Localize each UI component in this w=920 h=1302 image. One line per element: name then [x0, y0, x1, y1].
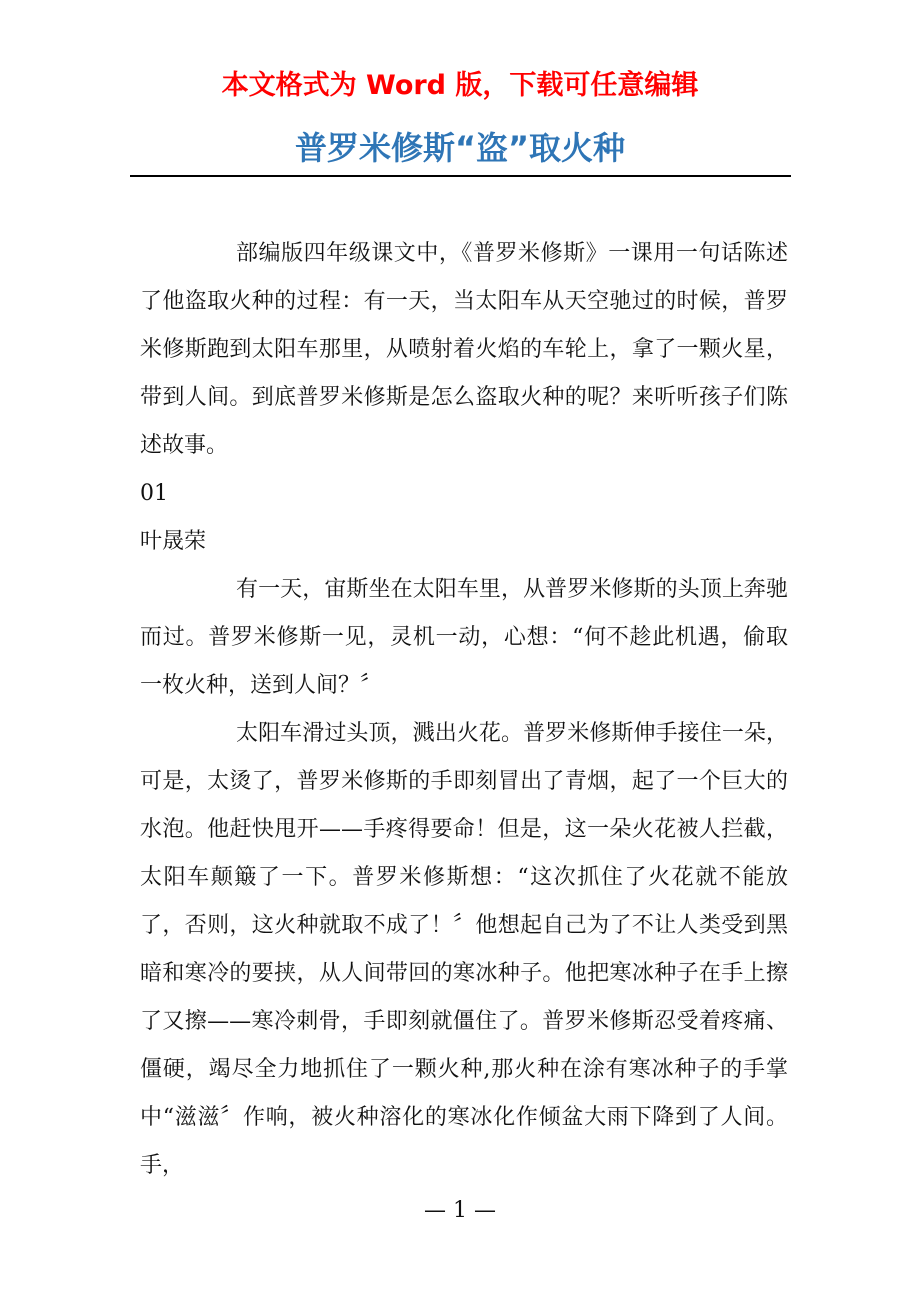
format-notice-banner: 本文格式为 Word 版，下载可任意编辑 — [221, 70, 699, 101]
intro-paragraph: 部编版四年级课文中，《普罗米修斯》一课用一句话陈述了他盗取火种的过程：有一天，当太阳车从天空驰过的时候，普罗米修斯跑到太阳车那里，从喷射着火焰的车轮上，拿了一颗火星，带到人间。到底普罗米修斯是怎么盗取火种的呢？来听听孩子们陈述故事。 — [140, 241, 788, 458]
author-name: 叶晟荣 — [140, 529, 207, 554]
page-number: — 1 — — [424, 1198, 496, 1223]
section-number: 01 — [140, 481, 168, 506]
story-paragraph-1: 有一天，宙斯坐在太阳车里，从普罗米修斯的头顶上奔驰而过。普罗米修斯一见，灵机一动，心想：“何不趁此机遇，偷取一枚火种，送到人间？〞 — [140, 577, 788, 698]
document-title: 普罗米修斯“盗”取火种 — [294, 129, 626, 167]
title-divider — [130, 175, 791, 177]
document-body — [140, 230, 788, 1190]
story-paragraph-2: 太阳车滑过头顶，溅出火花。普罗米修斯伸手接住一朵，可是，太烫了，普罗米修斯的手即刻冒出了青烟，起了一个巨大的水泡。他赶快甩开——手疼得要命！但是，这一朵火花被人拦截，太阳车颠簸了一下。普罗米修斯想：“这次抓住了火花就不能放了，否则，这火种就取不成了！〞他想起自己为了不让人类受到黑暗和寒冷的要挟，从人间带回的寒冰种子。他把寒冰种子在手上擦了又擦——寒冷刺骨，手即刻就僵住了。普罗米修斯忍受着疼痛、僵硬，竭尽全力地抓住了一颗火种,那火种在涂有寒冰种子的手掌中“滋滋〞作响，被火种溶化的寒冰化作倾盆大雨下降到了人间。手， — [140, 721, 788, 1178]
